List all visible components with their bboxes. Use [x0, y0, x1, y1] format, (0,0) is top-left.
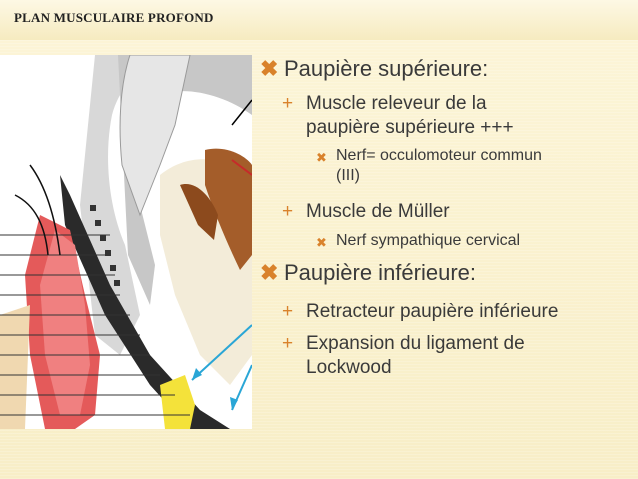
bullet-text-line-1: Expansion du ligament de	[306, 333, 525, 354]
slide-title: PLAN MUSCULAIRE PROFOND	[14, 10, 214, 25]
x-bullet-icon: ✖	[260, 260, 279, 285]
bullet-text-line-2: (III)	[336, 167, 360, 184]
bullet-text-line-2: paupière supérieure +++	[306, 117, 514, 138]
x-bullet-icon: ✖	[260, 56, 279, 81]
bullet-text-line-1: Nerf= occulomoteur commun	[336, 147, 542, 164]
x-bullet-icon: ✖	[316, 235, 327, 250]
anatomical-figure	[0, 55, 252, 429]
bullet-text-line-2: Lockwood	[306, 357, 392, 378]
bullet-text-line-1: Muscle releveur de la	[306, 93, 487, 114]
bullet-text: Paupière supérieure:	[284, 56, 489, 81]
bullet-text: Nerf sympathique cervical	[336, 232, 521, 249]
plus-bullet-icon: +	[282, 301, 294, 322]
plus-bullet-icon: +	[282, 201, 294, 222]
bullet-text: Muscle de Müller	[306, 201, 450, 222]
plus-bullet-icon: +	[282, 93, 294, 114]
title-band	[0, 0, 638, 40]
bullet-text: Paupière inférieure:	[284, 260, 477, 285]
x-bullet-icon: ✖	[316, 150, 327, 165]
eyelid-section-image	[0, 55, 252, 429]
bullet-text: Retracteur paupière inférieure	[306, 301, 559, 322]
plus-bullet-icon: +	[282, 333, 294, 354]
